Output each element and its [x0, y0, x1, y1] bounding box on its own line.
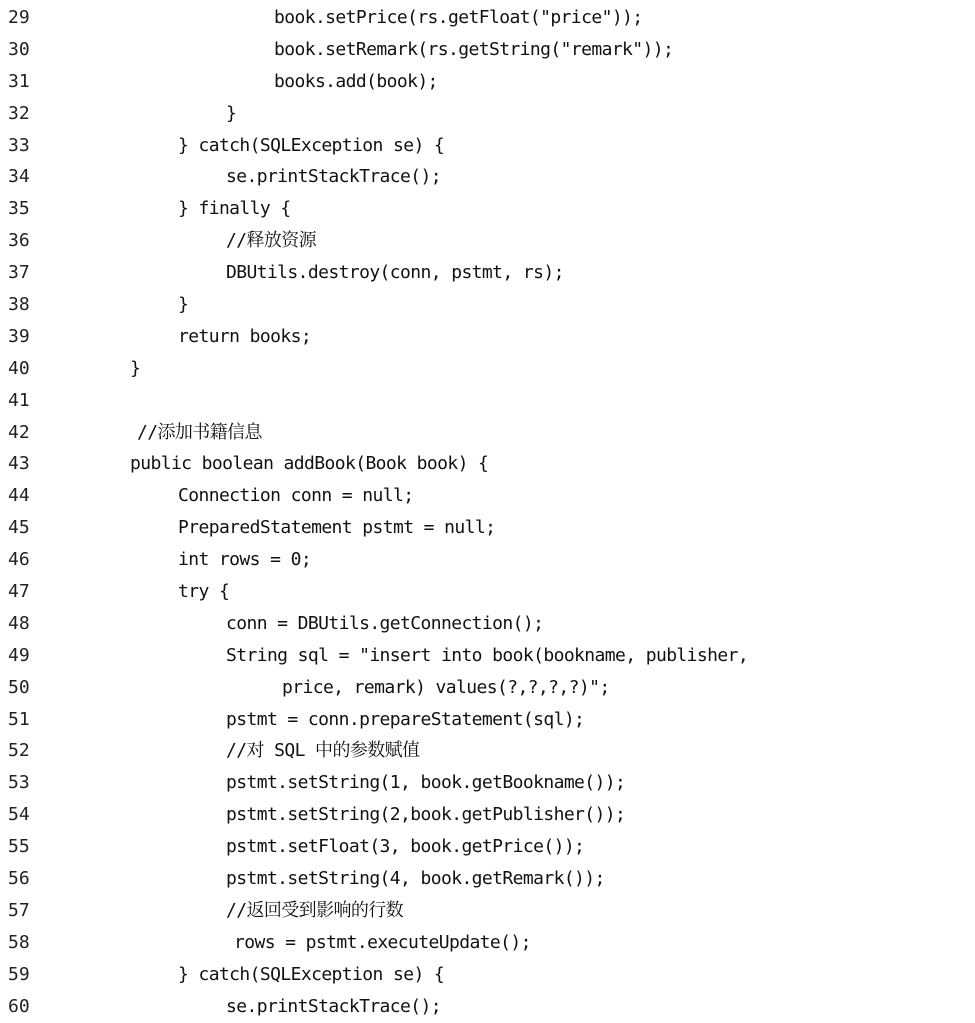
code-text: } catch(SQLException se) { — [178, 134, 445, 156]
code-line — [0, 767, 975, 799]
code-text: books.add(book); — [274, 70, 438, 92]
code-line — [0, 2, 975, 34]
code-text: } finally { — [178, 198, 291, 220]
code-listing — [0, 2, 975, 1023]
code-text: pstmt.setFloat(3, book.getPrice()); — [226, 836, 585, 858]
line-number: 41 — [8, 389, 30, 411]
code-text: } — [130, 357, 141, 379]
code-text: pstmt.setString(4, book.getRemark()); — [226, 868, 605, 890]
code-line — [0, 608, 975, 640]
line-number: 37 — [8, 262, 30, 284]
code-text: } — [178, 294, 189, 316]
line-number: 56 — [8, 868, 30, 890]
line-number: 46 — [8, 549, 30, 571]
line-number: 36 — [8, 230, 30, 252]
code-text: price, remark) values(?,?,?,?)"; — [282, 676, 610, 698]
code-line — [0, 576, 975, 608]
line-number: 43 — [8, 453, 30, 475]
code-line — [0, 225, 975, 257]
code-text: rows = pstmt.executeUpdate(); — [234, 931, 531, 953]
code-text: return books; — [178, 325, 312, 347]
code-line — [0, 927, 975, 959]
line-number: 57 — [8, 899, 30, 921]
code-text: book.setPrice(rs.getFloat("price")); — [274, 7, 643, 28]
code-text: } catch(SQLException se) { — [178, 963, 445, 985]
line-number: 42 — [8, 421, 30, 443]
line-number: 55 — [8, 836, 30, 858]
code-line — [0, 544, 975, 576]
line-number: 52 — [8, 740, 30, 762]
line-number: 45 — [8, 517, 30, 539]
line-number: 40 — [8, 357, 30, 379]
code-line — [0, 98, 975, 130]
code-line — [0, 704, 975, 736]
line-number: 54 — [8, 804, 30, 826]
code-comment: //释放资源 — [226, 230, 317, 252]
code-text: pstmt.setString(1, book.getBookname()); — [226, 772, 626, 794]
code-text: try { — [178, 581, 230, 603]
code-line — [0, 130, 975, 162]
line-number: 35 — [8, 198, 30, 220]
code-text: public boolean addBook(Book book) { — [130, 453, 489, 475]
code-line — [0, 321, 975, 353]
line-number: 47 — [8, 581, 30, 603]
code-line — [0, 640, 975, 672]
code-text: int rows = 0; — [178, 549, 312, 571]
code-line — [0, 512, 975, 544]
line-number: 44 — [8, 485, 30, 507]
code-line — [0, 735, 975, 767]
line-number: 29 — [8, 7, 30, 28]
code-text: Connection conn = null; — [178, 485, 414, 507]
line-number: 38 — [8, 294, 30, 316]
line-number: 50 — [8, 676, 30, 698]
line-number: 33 — [8, 134, 30, 156]
code-line — [0, 66, 975, 98]
code-line — [0, 895, 975, 927]
line-number: 51 — [8, 708, 30, 730]
code-text: String sql = "insert into book(bookname, publisher, — [226, 644, 749, 666]
code-line — [0, 480, 975, 512]
code-text: book.setRemark(rs.getString("remark")); — [274, 38, 674, 60]
line-number: 49 — [8, 644, 30, 666]
code-line — [0, 161, 975, 193]
code-line — [0, 257, 975, 289]
code-line — [0, 417, 975, 449]
line-number: 59 — [8, 963, 30, 985]
code-line — [0, 672, 975, 704]
code-line — [0, 353, 975, 385]
line-number: 32 — [8, 102, 30, 124]
code-text: PreparedStatement pstmt = null; — [178, 517, 496, 539]
code-text: se.printStackTrace(); — [226, 995, 441, 1017]
line-number: 58 — [8, 931, 30, 953]
code-line — [0, 799, 975, 831]
code-line — [0, 385, 975, 417]
line-number: 60 — [8, 995, 30, 1017]
code-line — [0, 448, 975, 480]
code-text: } — [226, 102, 237, 124]
code-line — [0, 193, 975, 225]
code-comment: //返回受到影响的行数 — [226, 899, 404, 921]
code-line — [0, 34, 975, 66]
code-line — [0, 831, 975, 863]
code-text: pstmt.setString(2,book.getPublisher()); — [226, 804, 626, 826]
line-number: 53 — [8, 772, 30, 794]
code-line — [0, 863, 975, 895]
line-number: 48 — [8, 612, 30, 634]
code-text: se.printStackTrace(); — [226, 166, 441, 188]
code-line — [0, 959, 975, 991]
code-comment: //添加书籍信息 — [137, 421, 262, 443]
line-number: 30 — [8, 38, 30, 60]
code-line — [0, 289, 975, 321]
line-number: 34 — [8, 166, 30, 188]
code-text: conn = DBUtils.getConnection(); — [226, 612, 544, 634]
line-number: 39 — [8, 325, 30, 347]
line-number: 31 — [8, 70, 30, 92]
code-text: pstmt = conn.prepareStatement(sql); — [226, 708, 585, 730]
code-text: DBUtils.destroy(conn, pstmt, rs); — [226, 262, 564, 284]
code-comment: //对 SQL 中的参数赋值 — [226, 740, 420, 762]
